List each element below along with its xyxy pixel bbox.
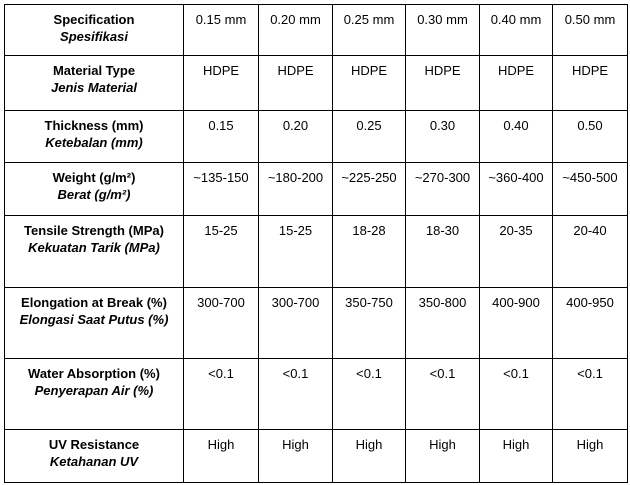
table-cell: 0.40 [480,111,553,163]
row-label-id: Jenis Material [51,80,137,95]
table-cell: <0.1 [259,359,333,430]
row-label-en: Water Absorption (%) [28,366,160,381]
table-cell: 20-40 [553,216,628,288]
row-label-cell [5,111,184,163]
table-cell: High [333,430,406,483]
table-cell: HDPE [553,56,628,111]
table-row-thickness [5,111,628,163]
table-cell: <0.1 [406,359,480,430]
table-cell: 300-700 [259,288,333,359]
table-row-tensile-strength [5,216,628,288]
table-row-weight [5,163,628,216]
row-label-cell [5,56,184,111]
column-header: 0.30 mm [406,5,480,56]
column-header: 0.50 mm [553,5,628,56]
row-label-id: Elongasi Saat Putus (%) [19,312,169,327]
table-cell: High [406,430,480,483]
row-label-id: Ketebalan (mm) [45,135,143,150]
table-cell: High [553,430,628,483]
column-header: 0.20 mm [259,5,333,56]
table-cell: HDPE [480,56,553,111]
table-cell: ~270-300 [406,163,480,216]
table-row-water-absorption [5,359,628,430]
table-cell: High [184,430,259,483]
table-cell: 350-800 [406,288,480,359]
row-label-en: UV Resistance [48,437,140,452]
table-cell: ~225-250 [333,163,406,216]
table-header-row [5,5,628,56]
table-cell: 20-35 [480,216,553,288]
column-header: 0.15 mm [184,5,259,56]
table-cell: 18-30 [406,216,480,288]
row-label-cell [5,288,184,359]
table-cell: High [480,430,553,483]
table-cell: <0.1 [480,359,553,430]
row-label-cell [5,163,184,216]
table-cell: <0.1 [553,359,628,430]
table-cell: 0.15 [184,111,259,163]
table-cell: ~180-200 [259,163,333,216]
header-label-cell [5,5,184,56]
table-cell: 0.25 [333,111,406,163]
table-cell: 15-25 [259,216,333,288]
table-cell: 18-28 [333,216,406,288]
table-cell: ~360-400 [480,163,553,216]
table-cell: HDPE [333,56,406,111]
row-label-id: Ketahanan UV [49,454,139,469]
header-label-id: Spesifikasi [60,29,128,44]
table-cell: HDPE [406,56,480,111]
row-label-cell [5,359,184,430]
row-label-en: Thickness (mm) [44,118,144,133]
column-header: 0.25 mm [333,5,406,56]
specification-table [4,4,628,483]
table-cell: 300-700 [184,288,259,359]
row-label-id: Berat (g/m²) [57,187,131,202]
table-cell: <0.1 [184,359,259,430]
table-cell: 400-900 [480,288,553,359]
table-cell: ~135-150 [184,163,259,216]
row-label-id: Kekuatan Tarik (MPa) [28,240,160,255]
row-label-id: Penyerapan Air (%) [34,383,154,398]
table-cell: HDPE [259,56,333,111]
row-label-cell [5,430,184,483]
table-cell: 0.30 [406,111,480,163]
row-label-cell [5,216,184,288]
table-cell: High [259,430,333,483]
table-cell: 0.20 [259,111,333,163]
row-label-en: Tensile Strength (MPa) [24,223,164,238]
table-row-elongation [5,288,628,359]
column-header: 0.40 mm [480,5,553,56]
row-label-en: Elongation at Break (%) [21,295,167,310]
table-cell: 0.50 [553,111,628,163]
table-row-uv-resistance [5,430,628,483]
row-label-en: Weight (g/m²) [52,170,136,185]
table-cell: 15-25 [184,216,259,288]
row-label-en: Material Type [52,63,136,78]
table-cell: 400-950 [553,288,628,359]
table-cell: 350-750 [333,288,406,359]
table-cell: HDPE [184,56,259,111]
table-row-material-type [5,56,628,111]
table-cell: ~450-500 [553,163,628,216]
header-label-en: Specification [53,12,135,27]
table-cell: <0.1 [333,359,406,430]
